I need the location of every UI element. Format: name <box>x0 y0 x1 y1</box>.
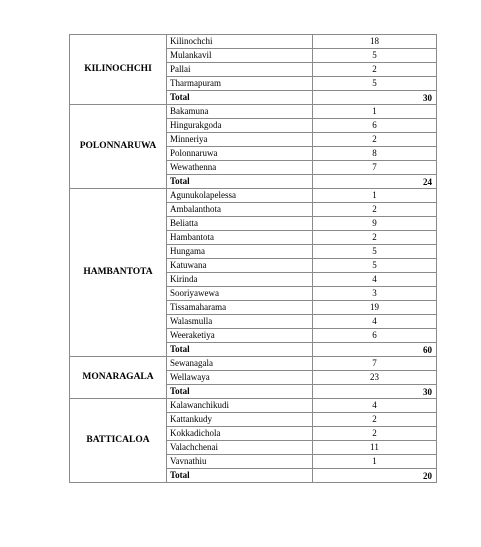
total-value: 30 <box>313 385 437 399</box>
district-name: BATTICALOA <box>70 399 167 483</box>
place-name: Kilinochchi <box>167 35 313 49</box>
place-name: Kalawanchikudi <box>167 399 313 413</box>
place-name: Mulankavil <box>167 49 313 63</box>
total-label: Total <box>167 385 313 399</box>
place-name: Pallai <box>167 63 313 77</box>
place-count: 4 <box>313 273 437 287</box>
place-name: Walasmulla <box>167 315 313 329</box>
total-value: 30 <box>313 91 437 105</box>
place-name: Hingurakgoda <box>167 119 313 133</box>
place-count: 6 <box>313 329 437 343</box>
place-name: Tharmapuram <box>167 77 313 91</box>
total-label: Total <box>167 175 313 189</box>
place-count: 1 <box>313 455 437 469</box>
place-count: 19 <box>313 301 437 315</box>
place-count: 7 <box>313 161 437 175</box>
place-name: Vavnathiu <box>167 455 313 469</box>
place-name: Wewathenna <box>167 161 313 175</box>
place-name: Hambantota <box>167 231 313 245</box>
place-count: 9 <box>313 217 437 231</box>
place-name: Minneriya <box>167 133 313 147</box>
place-name: Weeraketiya <box>167 329 313 343</box>
place-count: 7 <box>313 357 437 371</box>
place-name: Hungama <box>167 245 313 259</box>
place-count: 2 <box>313 203 437 217</box>
table-row <box>70 399 437 413</box>
place-name: Wellawaya <box>167 371 313 385</box>
place-count: 5 <box>313 49 437 63</box>
place-name: Polonnaruwa <box>167 147 313 161</box>
place-name: Kokkadichola <box>167 427 313 441</box>
place-count: 2 <box>313 63 437 77</box>
place-count: 4 <box>313 315 437 329</box>
place-count: 1 <box>313 189 437 203</box>
place-name: Kattankudy <box>167 413 313 427</box>
total-value: 20 <box>313 469 437 483</box>
table-row <box>70 189 437 203</box>
place-count: 3 <box>313 287 437 301</box>
place-count: 2 <box>313 231 437 245</box>
place-count: 18 <box>313 35 437 49</box>
place-count: 23 <box>313 371 437 385</box>
place-count: 2 <box>313 133 437 147</box>
place-count: 4 <box>313 399 437 413</box>
place-count: 8 <box>313 147 437 161</box>
place-name: Agunukolapelessa <box>167 189 313 203</box>
place-name: Sewanagala <box>167 357 313 371</box>
total-label: Total <box>167 91 313 105</box>
place-count: 11 <box>313 441 437 455</box>
district-name: HAMBANTOTA <box>70 189 167 357</box>
place-name: Katuwana <box>167 259 313 273</box>
district-table <box>69 34 437 483</box>
place-count: 1 <box>313 105 437 119</box>
total-value: 60 <box>313 343 437 357</box>
table-row <box>70 105 437 119</box>
place-name: Tissamaharama <box>167 301 313 315</box>
place-count: 5 <box>313 77 437 91</box>
place-count: 6 <box>313 119 437 133</box>
district-name: MONARAGALA <box>70 357 167 399</box>
table-row <box>70 35 437 49</box>
place-name: Kirinda <box>167 273 313 287</box>
place-count: 5 <box>313 259 437 273</box>
place-name: Beliatta <box>167 217 313 231</box>
place-name: Valachchenai <box>167 441 313 455</box>
place-name: Bakamuna <box>167 105 313 119</box>
table-body <box>70 35 437 483</box>
place-count: 2 <box>313 427 437 441</box>
district-name: KILINOCHCHI <box>70 35 167 105</box>
district-name: POLONNARUWA <box>70 105 167 189</box>
table-row <box>70 357 437 371</box>
place-name: Ambalanthota <box>167 203 313 217</box>
total-value: 24 <box>313 175 437 189</box>
place-name: Sooriyawewa <box>167 287 313 301</box>
place-count: 5 <box>313 245 437 259</box>
total-label: Total <box>167 469 313 483</box>
place-count: 2 <box>313 413 437 427</box>
total-label: Total <box>167 343 313 357</box>
